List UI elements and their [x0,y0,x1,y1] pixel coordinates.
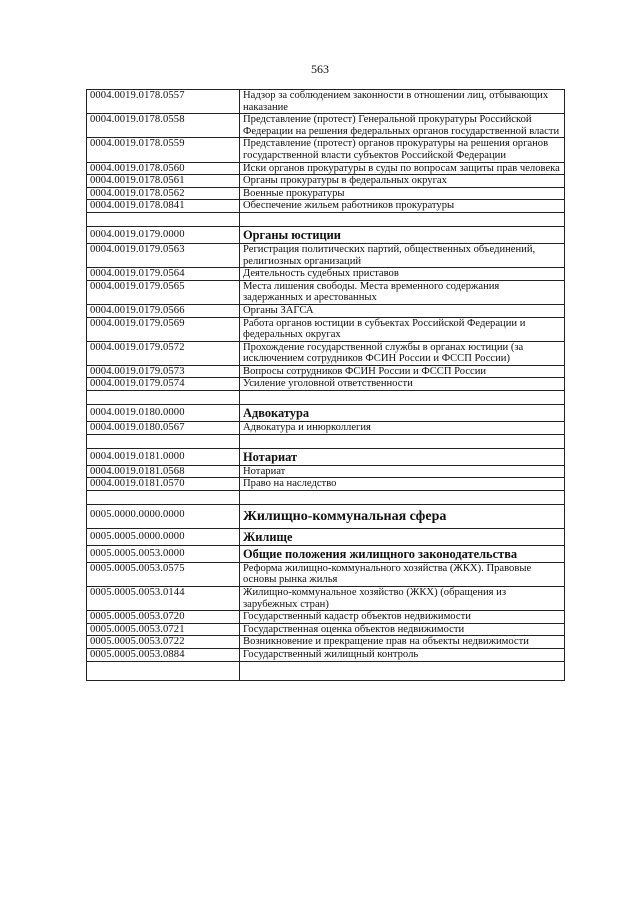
table-row [87,378,565,391]
section-heading-row [87,504,565,528]
table-row [87,649,565,662]
table-row [87,200,565,213]
classifier-code: 0004.0019.0178.0561 [87,175,240,188]
topic-title [240,490,565,504]
empty-row [87,212,565,226]
empty-row [87,490,565,504]
classifier-code: 0004.0019.0178.0558 [87,114,240,138]
classifier-code: 0005.0005.0053.0722 [87,636,240,649]
section-title: Органы юстиции [240,226,565,243]
table-row [87,317,565,341]
classifier-table-body [87,90,565,681]
table-row [87,341,565,365]
table-row [87,243,565,267]
classifier-code: 0004.0019.0179.0569 [87,317,240,341]
table-row [87,138,565,162]
section-heading-row [87,448,565,465]
topic-title: Государственный жилищный контроль [240,649,565,662]
topic-title: Государственный кадастр объектов недвижимости [240,611,565,624]
table-row [87,587,565,611]
topic-title: Вопросы сотрудников ФСИН России и ФССП России [240,365,565,378]
classifier-code: 0004.0019.0180.0567 [87,422,240,435]
topic-title: Реформа жилищно-коммунального хозяйства (ЖКХ). Правовые основы рынка жилья [240,562,565,586]
classifier-code: 0005.0005.0000.0000 [87,528,240,545]
section-title: Жилище [240,528,565,545]
classifier-code: 0004.0019.0179.0566 [87,304,240,317]
topic-title: Регистрация политических партий, общественных объединений, религиозных организаций [240,243,565,267]
table-row [87,268,565,281]
classifier-code: 0004.0019.0179.0572 [87,341,240,365]
topic-title: Усиление уголовной ответственности [240,378,565,391]
classifier-code: 0004.0019.0178.0559 [87,138,240,162]
table-row [87,280,565,304]
classifier-code: 0005.0005.0053.0721 [87,623,240,636]
section-heading-row [87,545,565,562]
table-row [87,465,565,478]
topic-title [240,661,565,680]
section-heading-row [87,226,565,243]
classifier-code: 0005.0005.0053.0720 [87,611,240,624]
classifier-code: 0004.0019.0179.0565 [87,280,240,304]
table-row [87,636,565,649]
topic-title: Органы прокуратуры в федеральных округах [240,175,565,188]
topic-title: Органы ЗАГСА [240,304,565,317]
topic-title: Право на наследство [240,478,565,491]
classifier-code [87,391,240,405]
table-row [87,304,565,317]
topic-title: Возникновение и прекращение прав на объекты недвижимости [240,636,565,649]
classifier-code: 0005.0005.0053.0144 [87,587,240,611]
classifier-code: 0004.0019.0178.0560 [87,162,240,175]
section-title: Адвокатура [240,405,565,422]
classifier-code [87,661,240,680]
section-title: Нотариат [240,448,565,465]
topic-title: Военные прокуратуры [240,187,565,200]
table-row [87,422,565,435]
table-row [87,365,565,378]
table-row [87,187,565,200]
classifier-code: 0005.0005.0053.0000 [87,545,240,562]
classifier-code: 0004.0019.0178.0557 [87,90,240,114]
classifier-code: 0004.0019.0181.0000 [87,448,240,465]
table-row [87,90,565,114]
classifier-code: 0004.0019.0178.0562 [87,187,240,200]
classifier-code: 0004.0019.0180.0000 [87,405,240,422]
table-row [87,114,565,138]
table-row [87,478,565,491]
section-title: Общие положения жилищного законодательства [240,545,565,562]
topic-title: Нотариат [240,465,565,478]
empty-row [87,434,565,448]
classifier-code: 0005.0005.0053.0884 [87,649,240,662]
classifier-code: 0004.0019.0178.0841 [87,200,240,213]
topic-title: Иски органов прокуратуры в суды по вопросам защиты прав человека [240,162,565,175]
classifier-code: 0004.0019.0179.0574 [87,378,240,391]
classifier-code: 0005.0000.0000.0000 [87,504,240,528]
topic-title: Надзор за соблюдением законности в отношении лиц, отбывающих наказание [240,90,565,114]
classifier-code: 0004.0019.0181.0570 [87,478,240,491]
classifier-table [86,89,565,681]
topic-title: Работа органов юстиции в субъектах Российской Федерации и федеральных округах [240,317,565,341]
classifier-code: 0004.0019.0181.0568 [87,465,240,478]
topic-title: Места лишения свободы. Места временного содержания задержанных и арестованных [240,280,565,304]
topic-title [240,391,565,405]
topic-title: Представление (протест) органов прокуратуры на решения органов государственной власти субъектов Российской Федерации [240,138,565,162]
topic-title: Деятельность судебных приставов [240,268,565,281]
section-title: Жилищно-коммунальная сфера [240,504,565,528]
topic-title: Представление (протест) Генеральной прокуратуры Российской Федерации на решения федеральных органов государственной власти [240,114,565,138]
section-heading-row [87,528,565,545]
classifier-code [87,490,240,504]
page-number: 563 [311,62,329,76]
section-heading-row [87,405,565,422]
topic-title: Адвокатура и инюрколлегия [240,422,565,435]
classifier-code: 0004.0019.0179.0000 [87,226,240,243]
topic-title: Государственная оценка объектов недвижимости [240,623,565,636]
table-row [87,611,565,624]
classifier-code: 0005.0005.0053.0575 [87,562,240,586]
classifier-code: 0004.0019.0179.0564 [87,268,240,281]
topic-title: Жилищно-коммунальное хозяйство (ЖКХ) (обращения из зарубежных стран) [240,587,565,611]
empty-row [87,661,565,680]
classifier-code: 0004.0019.0179.0573 [87,365,240,378]
classifier-code [87,434,240,448]
empty-row [87,391,565,405]
table-row [87,562,565,586]
table-row [87,175,565,188]
table-row [87,162,565,175]
classifier-code [87,212,240,226]
topic-title: Прохождение государственной службы в органах юстиции (за исключением сотрудников ФСИН России и ФССП России) [240,341,565,365]
topic-title: Обеспечение жильем работников прокуратуры [240,200,565,213]
topic-title [240,212,565,226]
table-row [87,623,565,636]
topic-title [240,434,565,448]
classifier-code: 0004.0019.0179.0563 [87,243,240,267]
